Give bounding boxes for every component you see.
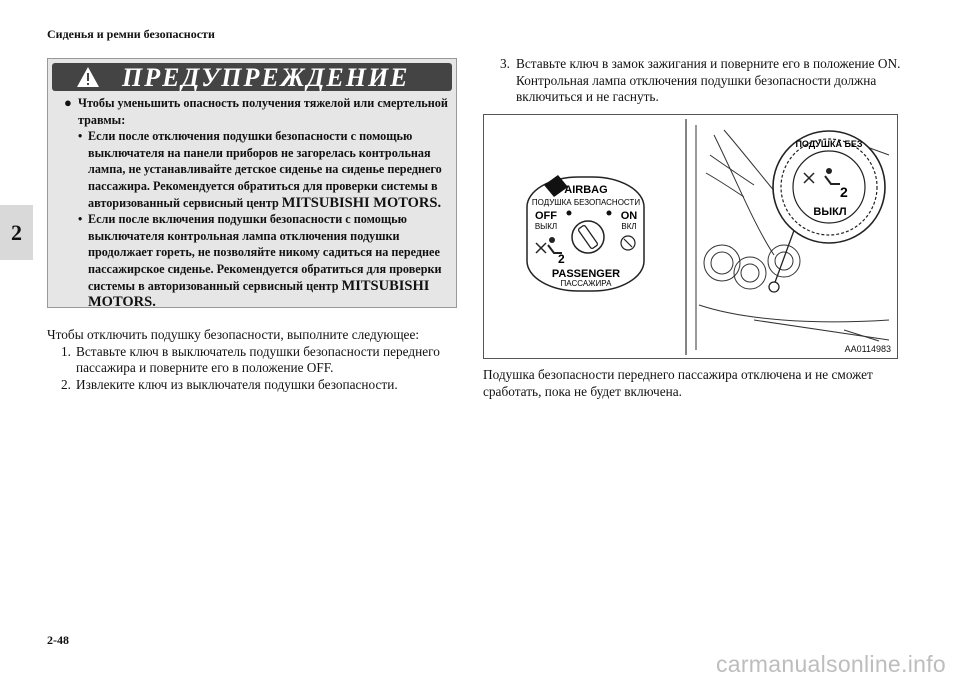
small-bullet-icon: • [78, 212, 83, 227]
warning-box [47, 58, 457, 311]
dashboard-illustration [484, 115, 899, 360]
airbag-indicator-figure [483, 114, 898, 359]
off-label: OFF [535, 210, 557, 222]
warning-title: ПРЕДУПРЕЖДЕНИЕ [122, 63, 410, 91]
instructions-intro: Чтобы отключить подушку безопасности, выполните следующее: [47, 327, 420, 342]
callout-number-2: 2 [840, 184, 848, 200]
step-text: Вставьте ключ в замок зажигания и поверните его в положение ON. Контрольная лампа отключения подушки безопасности должна включиться и не гаснуть. [516, 56, 901, 104]
airbag-ru-label: ПОДУШКА БЕЗОПАСНОСТИ [531, 198, 641, 207]
page-number: 2-48 [47, 633, 69, 647]
callout-zoom [769, 131, 885, 292]
airbag-label: AIRBAG [564, 184, 608, 196]
instructions [47, 327, 467, 393]
watermark: carmanualsonline.info [715, 651, 946, 677]
running-header: Сиденья и ремни безопасности [47, 27, 215, 41]
passenger-ru-label: ПАССАЖИРА [560, 279, 612, 288]
warning-item [78, 211, 452, 311]
indicator-panel [527, 175, 644, 291]
step-item [500, 56, 920, 106]
step-number: 3. [500, 56, 510, 71]
on-ru-label: ВКЛ [621, 222, 637, 231]
warning-item-text: Если после отключения подушки безопасности с помощью выключателя на панели приборов не загорелась контрольная лампа, не устанавливайте детское сиденье на сиденье переднего пассажира. Рекомендуется обратиться для проверки системы в авторизованный сервисный центр [88, 129, 442, 210]
step-text: Вставьте ключ в выключатель подушки безопасности переднего пассажира и поверните его в положение OFF. [76, 343, 440, 375]
figure-code: AA0114983 [844, 344, 891, 354]
warning-intro: Чтобы уменьшить опасность получения тяжелой или смертельной травмы: [78, 96, 448, 127]
number-2-label: 2 [558, 252, 565, 266]
warning-triangle-icon [76, 66, 100, 88]
on-label: ON [620, 210, 638, 222]
passenger-label: PASSENGER [551, 268, 621, 280]
chapter-tab: 2 [0, 205, 33, 260]
callout-ring-text: ПОДУШКА БЕЗ [795, 139, 863, 149]
bullet-icon: ● [64, 95, 72, 110]
off-ru-label: ВЫКЛ [534, 222, 558, 231]
warning-item-brand: MITSUBISHI MOTORS. [88, 277, 430, 311]
warning-item-text: Если после включения подушки безопасности с помощью выключателя контрольная лампа отключения подушки продолжает гореть, не позволяйте никому садиться на переднее пассажирское сиденье. Рекомендуется обратиться для проверки системы в авторизованный сервисный центр [88, 212, 442, 293]
step-text: Извлеките ключ из выключателя подушки безопасности. [76, 376, 398, 392]
callout-off-ru: ВЫКЛ [813, 206, 847, 218]
step-number: 1. [61, 343, 71, 359]
warning-body [64, 95, 452, 311]
step-number: 2. [61, 376, 71, 392]
warning-header [52, 63, 452, 91]
on-lamp-dot [607, 211, 612, 216]
step-item [47, 377, 467, 394]
step-item [47, 344, 467, 377]
figure-caption: Подушка безопасности переднего пассажира отключена и не сможет сработать, пока не будет включена. [483, 367, 873, 399]
warning-item [78, 128, 452, 211]
warning-item-brand: MITSUBISHI MOTORS. [281, 194, 442, 211]
off-lamp-dot [567, 211, 572, 216]
small-bullet-icon: • [78, 129, 83, 144]
